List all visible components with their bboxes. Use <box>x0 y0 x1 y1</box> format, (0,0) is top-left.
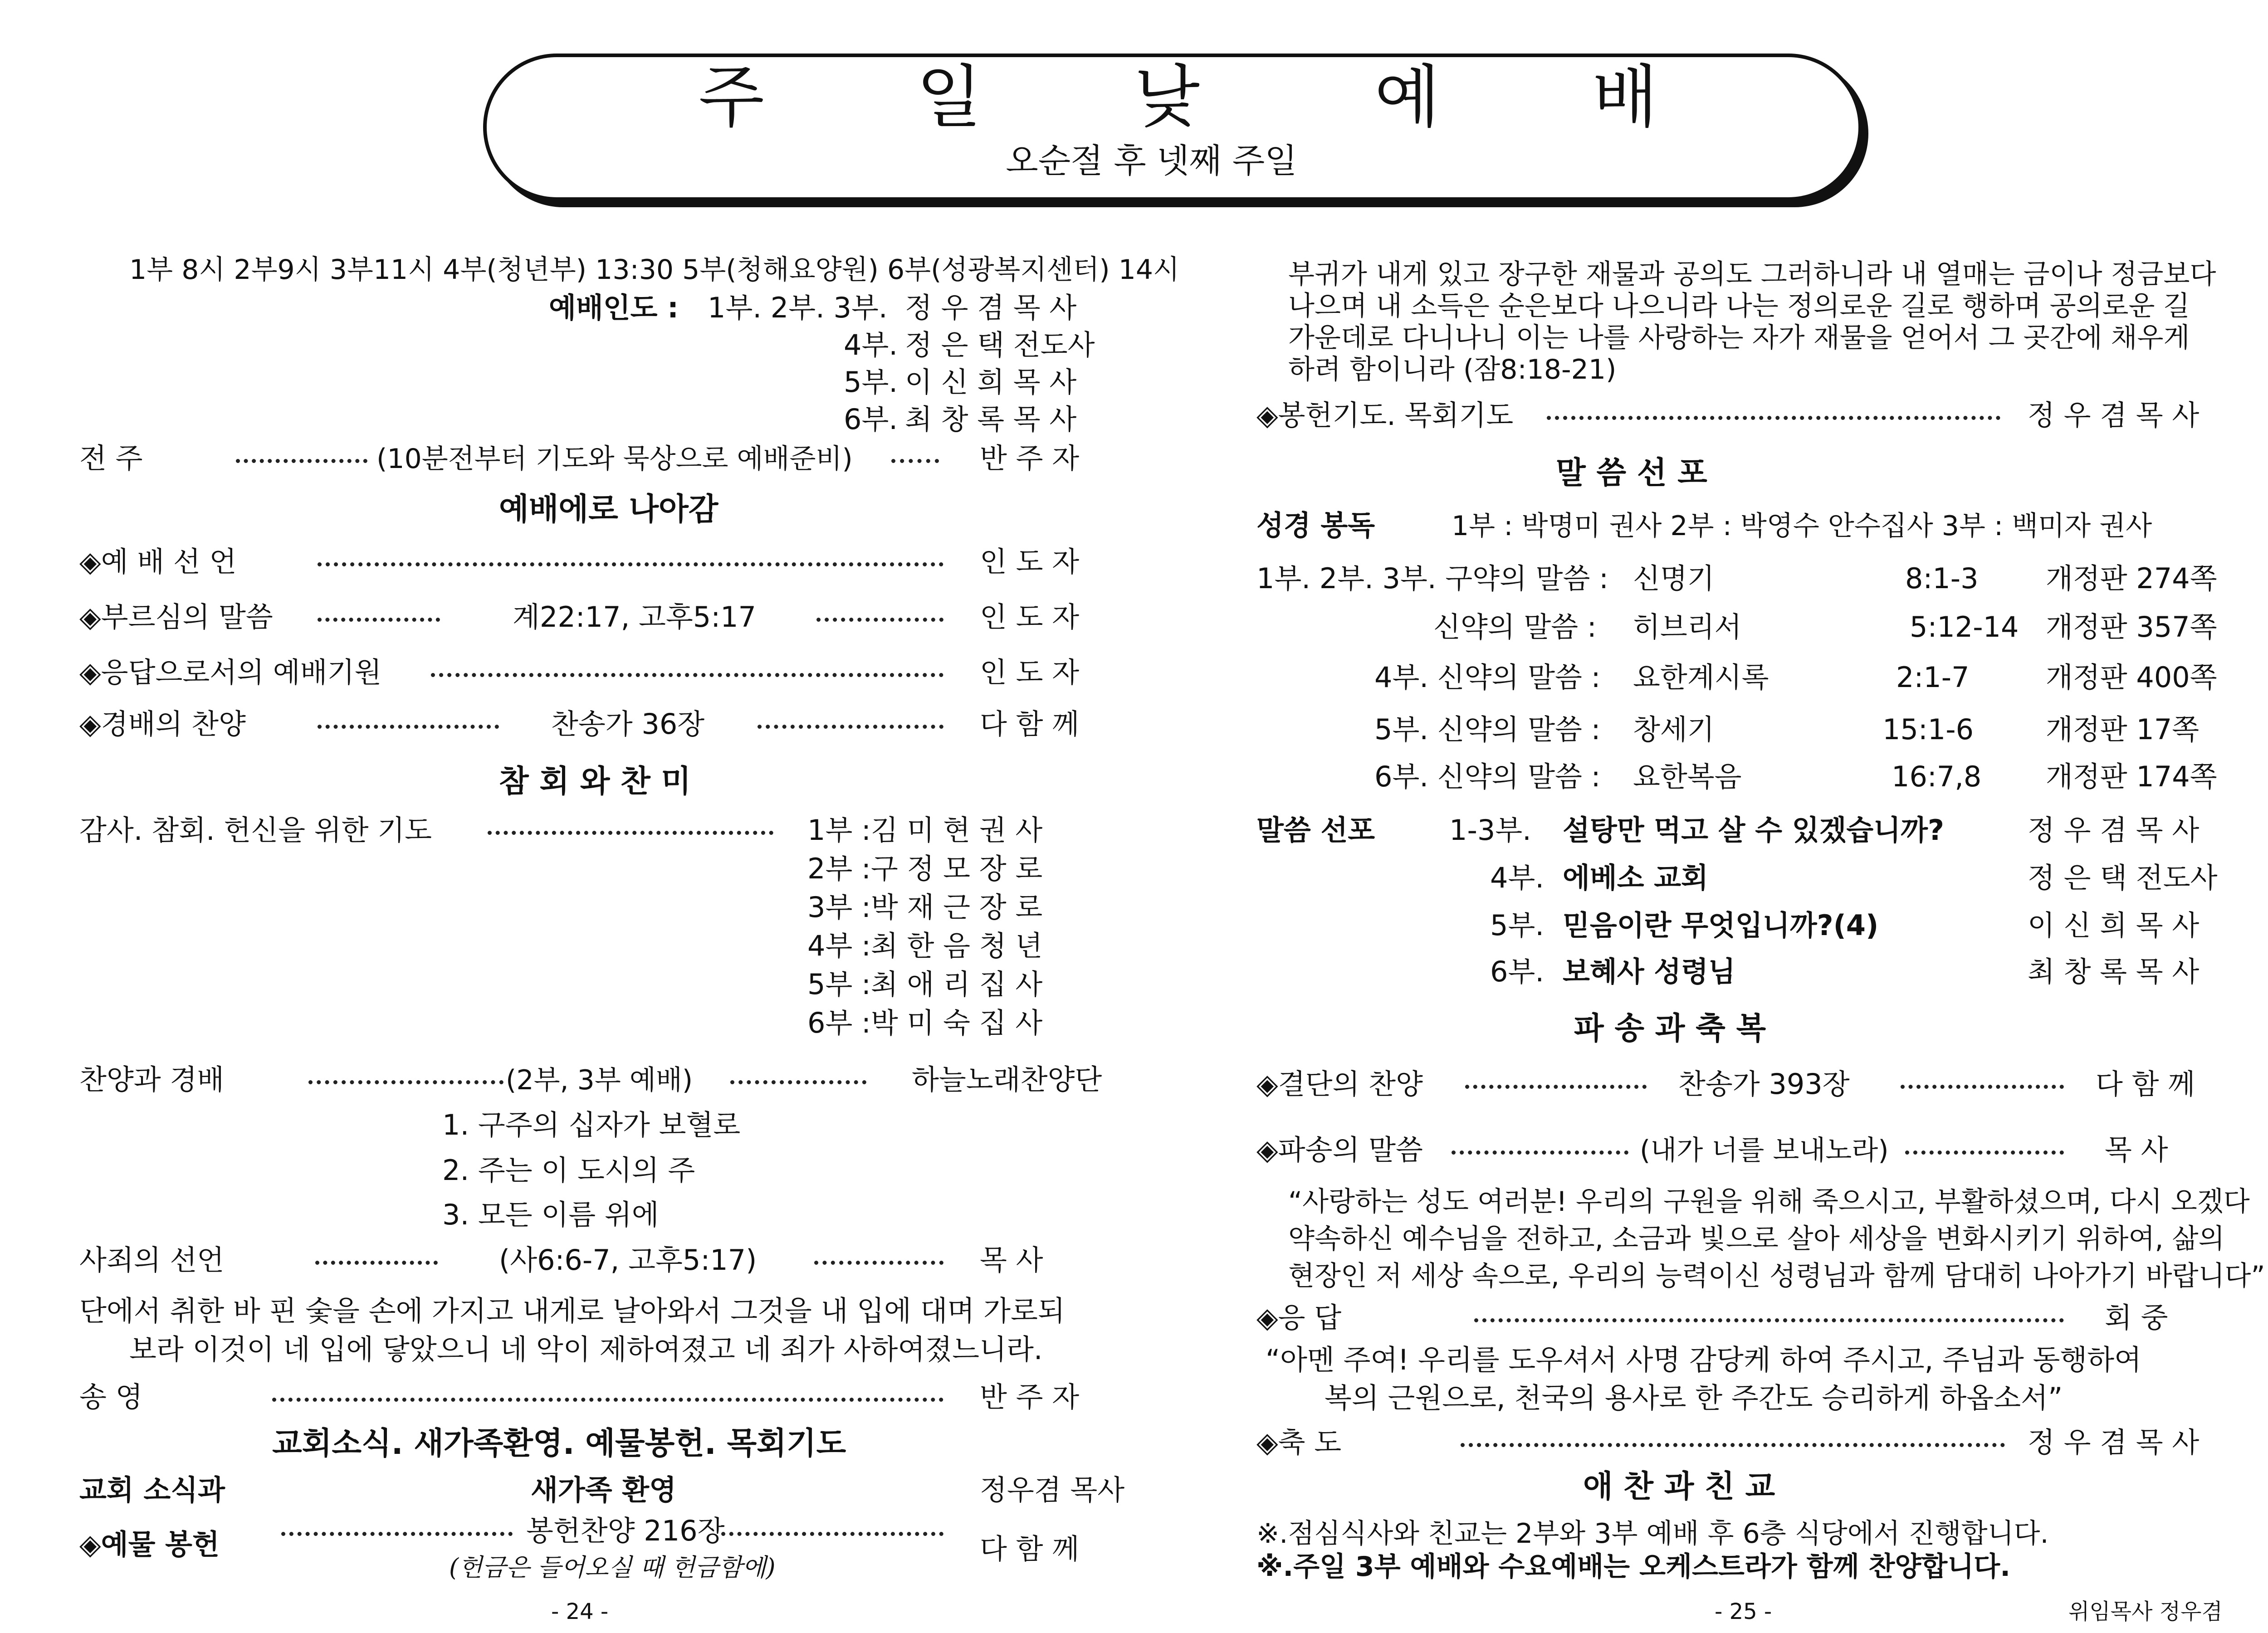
offering-hymn: 봉헌찬양 216장 <box>526 1514 725 1547</box>
prelude-note: (10분전부터 기도와 묵상으로 예배준비) <box>376 443 853 475</box>
absolution-right: 목 사 <box>980 1243 1043 1277</box>
leaders-label: 예배인도 : <box>549 291 679 324</box>
benediction-label: ◈축 도 <box>1256 1426 1342 1459</box>
dot-leader <box>308 1080 503 1084</box>
section-title: 파 송 과 축 복 <box>1574 1011 1766 1047</box>
notice-line: ※.점심식사와 친교는 2부와 3부 예배 후 6층 식당에서 진행합니다. <box>1256 1518 2049 1550</box>
reading-page: 개정판 400쪽 <box>2046 661 2217 694</box>
order-item-label: ◈부르심의 말씀 <box>79 600 273 634</box>
praise-note: (2부, 3부 예배) <box>506 1064 693 1096</box>
order-item-middle: 찬송가 36장 <box>551 707 705 741</box>
leader-name: 정 우 겸 목 사 <box>905 291 1077 324</box>
service-schedule: 1부 8시 2부9시 3부11시 4부(청년부) 13:30 5부(청해요양원) 6부(성광복지센터) 14시 <box>129 254 1180 286</box>
order-item-right: 인 도 자 <box>980 656 1080 689</box>
benediction-right: 정 우 겸 목 사 <box>2028 1426 2200 1459</box>
sending-right: 목 사 <box>2105 1133 2168 1166</box>
reading-page: 개정판 17쪽 <box>2046 713 2200 746</box>
prelude-label: 전 주 <box>79 442 143 475</box>
absolution-text: 단에서 취한 바 핀 숯을 손에 가지고 내게로 날아와서 그것을 내 입에 대며 가로되 <box>79 1294 1065 1327</box>
prayer-person: 4부 :최 한 음 청 년 <box>807 929 1043 962</box>
offering-note: (헌금은 들어오실 때 헌금함에) <box>449 1553 776 1582</box>
reading-verse: 2:1-7 <box>1896 661 1970 694</box>
dot-leader <box>1901 1085 2064 1089</box>
song-item: 1. 구주의 십자가 보혈로 <box>442 1108 741 1141</box>
response-text: 복의 근원으로, 천국의 용사로 한 주간도 승리하게 하옵소서” <box>1325 1381 2063 1414</box>
reading-verse: 16:7,8 <box>1892 760 1982 793</box>
doxology-right: 반 주 자 <box>980 1380 1080 1414</box>
absolution-label: 사죄의 선언 <box>79 1243 225 1277</box>
sermon-preacher: 이 신 희 목 사 <box>2028 909 2200 942</box>
reading-page: 개정판 274쪽 <box>2046 562 2217 595</box>
dot-leader <box>758 725 943 729</box>
reading-book: 창세기 <box>1633 713 1715 746</box>
section-title: 참 회 와 찬 미 <box>499 764 691 799</box>
leader-part: 5부. <box>844 366 898 399</box>
title-char-4: 예 <box>1374 58 1440 137</box>
dot-leader <box>488 831 773 835</box>
dot-leader <box>1465 1085 1647 1089</box>
order-item-right: 인 도 자 <box>980 600 1080 634</box>
praise-label: 찬양과 경배 <box>79 1063 225 1096</box>
section-title: 교회소식. 새가족환영. 예물봉헌. 목회기도 <box>272 1426 846 1462</box>
offering-prayer-right: 정 우 겸 목 사 <box>2028 399 2200 432</box>
prayer-person: 3부 :박 재 근 장 로 <box>807 891 1043 924</box>
sermon-part: 6부. <box>1490 955 1545 988</box>
reading-label: 성경 봉독 <box>1256 509 1375 542</box>
title-char-2: 일 <box>916 58 982 137</box>
absolution-ref: (사6:6-7, 고후5:17) <box>499 1243 757 1277</box>
praise-right: 하늘노래찬양단 <box>912 1063 1102 1096</box>
sermon-part: 1-3부. <box>1449 814 1531 847</box>
dot-leader <box>1547 416 2000 420</box>
sermon-part: 4부. <box>1490 861 1545 894</box>
dot-leader <box>814 1261 943 1265</box>
reading-book: 신명기 <box>1633 562 1715 595</box>
dot-leader <box>1452 1150 1628 1155</box>
closing-hymn-label: ◈결단의 찬양 <box>1256 1068 1423 1101</box>
reading-page: 개정판 357쪽 <box>2046 610 2217 643</box>
order-item-right: 다 함 께 <box>980 707 1080 741</box>
leader-part: 4부. <box>844 328 898 361</box>
order-item-right: 인 도 자 <box>980 545 1080 578</box>
sending-label: ◈파송의 말씀 <box>1256 1133 1423 1166</box>
prayer-label: 감사. 참회. 헌신을 위한 기도 <box>79 814 432 847</box>
sermon-preacher: 정 은 택 전도사 <box>2028 861 2218 894</box>
reading-part: 5부. 신약의 말씀 : <box>1374 713 1601 746</box>
scripture-text: 부귀가 내게 있고 장구한 재물과 공의도 그러하니라 내 열매는 금이나 정금보다 <box>1288 258 2216 290</box>
reading-book: 요한복음 <box>1633 760 1742 793</box>
sermon-title: 믿음이란 무엇입니까?(4) <box>1563 909 1879 942</box>
title-char-3: 낮 <box>1134 58 1200 137</box>
notice-line: ※.주일 3부 예배와 수요예배는 오케스트라가 함께 찬양합니다. <box>1256 1551 2011 1583</box>
page-subtitle: 오순절 후 넷째 주일 <box>1006 141 1297 180</box>
sermon-title: 보혜사 성령님 <box>1563 955 1735 988</box>
new-family-label: 새가족 환영 <box>531 1473 677 1506</box>
reading-book: 히브리서 <box>1633 610 1742 643</box>
prelude-right: 반 주 자 <box>980 442 1080 475</box>
sermon-part: 5부. <box>1490 909 1545 942</box>
page-number-left: - 24 - <box>551 1599 609 1624</box>
page-number-right: - 25 - <box>1715 1599 1772 1624</box>
doxology-label: 송 영 <box>79 1380 143 1414</box>
prayer-person: 1부 :김 미 현 권 사 <box>807 814 1043 847</box>
dot-leader <box>816 618 943 622</box>
reading-part: 신약의 말씀 : <box>1433 610 1597 643</box>
sermon-label: 말씀 선포 <box>1256 814 1375 847</box>
news-label: 교회 소식과 <box>79 1473 225 1506</box>
dot-leader <box>431 673 943 677</box>
section-title: 애 찬 과 친 교 <box>1583 1469 1775 1505</box>
scripture-text: 가운데로 다니나니 이는 나를 사랑하는 자가 재물을 얻어서 그 곳간에 채우게 <box>1288 322 2190 354</box>
sermon-title: 에베소 교회 <box>1563 861 1709 894</box>
sending-note: (내가 너를 보내노라) <box>1640 1135 1889 1166</box>
leader-name: 최 창 록 목 사 <box>905 403 1077 436</box>
reading-page: 개정판 174쪽 <box>2046 760 2217 793</box>
offering-label: ◈예물 봉헌 <box>79 1528 220 1561</box>
song-item: 2. 주는 이 도시의 주 <box>442 1154 695 1187</box>
order-item-label: ◈예 배 선 언 <box>79 545 237 578</box>
dot-leader <box>318 562 943 566</box>
dot-leader <box>315 1261 438 1265</box>
section-title: 말 씀 선 포 <box>1556 455 1707 491</box>
dot-leader <box>730 1080 866 1084</box>
reading-verse: 15:1-6 <box>1882 713 1974 746</box>
dot-leader <box>281 1532 513 1536</box>
leader-part: 6부. <box>844 403 898 436</box>
scripture-text: 하려 함이니라 (잠8:18-21) <box>1288 354 1617 385</box>
response-label: ◈응 답 <box>1256 1301 1342 1334</box>
order-item-label: ◈경배의 찬양 <box>79 707 246 741</box>
dot-leader <box>272 1398 943 1402</box>
reading-part: 6부. 신약의 말씀 : <box>1374 760 1601 793</box>
sending-text: 약속하신 예수님을 전하고, 소금과 빛으로 살아 세상을 변화시키기 위하여, 삶의 <box>1288 1223 2225 1255</box>
closing-hymn-right: 다 함 께 <box>2096 1068 2195 1101</box>
reading-verse: 5:12-14 <box>1910 610 2019 643</box>
leader-name: 이 신 희 목 사 <box>905 366 1077 399</box>
order-item-label: ◈응답으로서의 예배기원 <box>79 656 382 689</box>
dot-leader <box>891 459 939 463</box>
dot-leader <box>236 459 367 463</box>
sermon-preacher: 최 창 록 목 사 <box>2028 955 2200 988</box>
absolution-text: 보라 이것이 네 입에 닿았으니 네 악이 제하여졌고 네 죄가 사하여졌느니라. <box>129 1333 1043 1366</box>
response-text: “아멘 주여! 우리를 도우셔서 사명 감당케 하여 주시고, 주님과 동행하여 <box>1266 1343 2142 1376</box>
offering-prayer-label: ◈봉헌기도. 목회기도 <box>1256 399 1514 432</box>
order-item-middle: 계22:17, 고후5:17 <box>513 600 756 634</box>
prayer-person: 6부 :박 미 숙 집 사 <box>807 1006 1043 1039</box>
reading-book: 요한계시록 <box>1633 661 1769 694</box>
reading-part: 1부. 2부. 3부. 구약의 말씀 : <box>1256 562 1609 595</box>
song-item: 3. 모든 이름 위에 <box>442 1198 659 1231</box>
prayer-person: 2부 :구 정 모 장 로 <box>807 852 1043 885</box>
sending-text: “사랑하는 성도 여러분! 우리의 구원을 위해 죽으시고, 부활하셨으며, 다시 오겠다 <box>1288 1186 2250 1218</box>
dot-leader <box>721 1532 943 1536</box>
reading-text: 1부 : 박명미 권사 2부 : 박영수 안수집사 3부 : 백미자 권사 <box>1452 510 2152 542</box>
dot-leader <box>1461 1443 2005 1447</box>
title-char-5: 배 <box>1592 58 1658 137</box>
sermon-preacher: 정 우 겸 목 사 <box>2028 814 2200 847</box>
dot-leader <box>318 618 440 622</box>
offering-right: 다 함 께 <box>980 1532 1080 1565</box>
prayer-person: 5부 :최 애 리 집 사 <box>807 968 1043 1001</box>
sermon-title: 설탕만 먹고 살 수 있겠습니까? <box>1563 814 1945 847</box>
news-right: 정우겸 목사 <box>980 1473 1125 1506</box>
title-char-1: 주 <box>699 58 764 137</box>
dot-leader <box>318 725 499 729</box>
section-title: 예배에로 나아감 <box>499 492 719 527</box>
dot-leader <box>1474 1318 2064 1322</box>
reading-part: 4부. 신약의 말씀 : <box>1374 661 1601 694</box>
footer-signature: 위임목사 정우겸 <box>2068 1599 2223 1624</box>
scripture-text: 나으며 내 소득은 순은보다 나으니라 나는 정의로운 길로 행하며 공의로운 길 <box>1288 290 2190 322</box>
closing-hymn: 찬송가 393장 <box>1678 1068 1850 1101</box>
sending-text: 현장인 저 세상 속으로, 우리의 능력이신 성령님과 함께 담대히 나아가기 바랍니다” <box>1288 1260 2265 1292</box>
reading-verse: 8:1-3 <box>1905 562 1979 595</box>
response-right: 회 중 <box>2105 1301 2168 1334</box>
leader-name: 정 은 택 전도사 <box>905 328 1095 361</box>
dot-leader <box>1905 1150 2064 1155</box>
leader-part: 1부. 2부. 3부. <box>708 291 888 324</box>
